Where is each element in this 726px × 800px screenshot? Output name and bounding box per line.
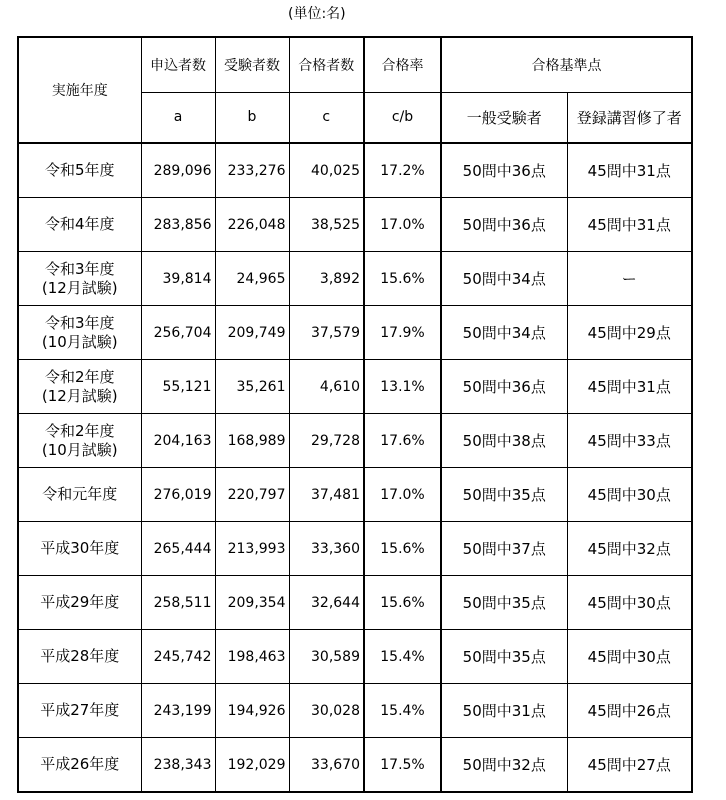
examinees-cell: 198,463 <box>215 630 289 684</box>
applicants-cell: 283,856 <box>141 198 215 252</box>
pass-rate-cell: 15.6% <box>364 576 441 630</box>
applicants-cell: 39,814 <box>141 252 215 306</box>
registered-score-cell: 45問中30点 <box>567 630 692 684</box>
pass-rate-cell: 15.4% <box>364 630 441 684</box>
pass-rate-cell: 17.5% <box>364 738 441 793</box>
general-score-cell: 50問中38点 <box>441 414 567 468</box>
year-line: 平成28年度 <box>40 647 120 665</box>
year-line: 令和元年度 <box>42 485 118 503</box>
general-score-cell: 50問中34点 <box>441 306 567 360</box>
registered-score-cell: 45問中32点 <box>567 522 692 576</box>
general-score-cell: 50問中32点 <box>441 738 567 793</box>
general-score-cell: 50問中36点 <box>441 143 567 198</box>
general-score-cell: 50問中35点 <box>441 576 567 630</box>
year-line: (12月試験) <box>41 278 118 297</box>
examinees-cell: 220,797 <box>215 468 289 522</box>
year-cell <box>18 576 141 630</box>
registered-score-cell: 45問中33点 <box>567 414 692 468</box>
general-score-cell: 50問中37点 <box>441 522 567 576</box>
table-row <box>18 252 692 306</box>
registered-score-cell: 45問中27点 <box>567 738 692 793</box>
header-examinees: 受験者数 <box>215 37 289 92</box>
pass-rate-cell: 13.1% <box>364 360 441 414</box>
applicants-cell: 204,163 <box>141 414 215 468</box>
header-registered: 登録講習修了者 <box>567 92 692 143</box>
year-cell <box>18 414 141 468</box>
table-row <box>18 360 692 414</box>
year-line: 令和5年度 <box>44 161 115 179</box>
pass-rate-cell: 17.2% <box>364 143 441 198</box>
pass-rate-cell: 15.6% <box>364 522 441 576</box>
passers-cell: 33,670 <box>289 738 364 793</box>
examinees-cell: 192,029 <box>215 738 289 793</box>
table-row <box>18 630 692 684</box>
examinees-cell: 24,965 <box>215 252 289 306</box>
table-row <box>18 306 692 360</box>
applicants-cell: 238,343 <box>141 738 215 793</box>
general-score-cell: 50問中36点 <box>441 198 567 252</box>
general-score-cell: 50問中34点 <box>441 252 567 306</box>
general-score-cell: 50問中35点 <box>441 468 567 522</box>
year-line: 令和4年度 <box>44 215 115 233</box>
examinees-cell: 168,989 <box>215 414 289 468</box>
registered-score-cell: 45問中29点 <box>567 306 692 360</box>
year-line: 平成30年度 <box>40 539 120 557</box>
year-cell <box>18 252 141 306</box>
examinees-cell: 209,749 <box>215 306 289 360</box>
year-cell <box>18 522 141 576</box>
year-cell <box>18 198 141 252</box>
examinees-cell: 226,048 <box>215 198 289 252</box>
passers-cell: 4,610 <box>289 360 364 414</box>
header-a: a <box>141 92 215 143</box>
registered-score-cell: ー <box>567 252 692 306</box>
year-line: 令和2年度 <box>44 367 115 386</box>
registered-score-cell: 45問中31点 <box>567 143 692 198</box>
year-line: (12月試験) <box>41 386 118 405</box>
year-line: (10月試験) <box>41 332 118 351</box>
header-pass-rate: 合格率 <box>364 37 441 92</box>
header-general: 一般受験者 <box>441 92 567 143</box>
year-cell <box>18 684 141 738</box>
applicants-cell: 258,511 <box>141 576 215 630</box>
examinees-cell: 233,276 <box>215 143 289 198</box>
general-score-cell: 50問中36点 <box>441 360 567 414</box>
header-b: b <box>215 92 289 143</box>
applicants-cell: 265,444 <box>141 522 215 576</box>
pass-rate-cell: 17.6% <box>364 414 441 468</box>
table-row <box>18 576 692 630</box>
table-body <box>18 143 692 792</box>
passers-cell: 32,644 <box>289 576 364 630</box>
year-cell <box>18 143 141 198</box>
passers-cell: 38,525 <box>289 198 364 252</box>
pass-rate-cell: 17.0% <box>364 468 441 522</box>
passers-cell: 37,579 <box>289 306 364 360</box>
registered-score-cell: 45問中30点 <box>567 576 692 630</box>
passers-cell: 37,481 <box>289 468 364 522</box>
applicants-cell: 289,096 <box>141 143 215 198</box>
passers-cell: 30,589 <box>289 630 364 684</box>
header-c: c <box>289 92 364 143</box>
table-row <box>18 684 692 738</box>
passers-cell: 40,025 <box>289 143 364 198</box>
examinees-cell: 213,993 <box>215 522 289 576</box>
passers-cell: 3,892 <box>289 252 364 306</box>
examinees-cell: 209,354 <box>215 576 289 630</box>
table-row <box>18 414 692 468</box>
year-cell <box>18 468 141 522</box>
applicants-cell: 243,199 <box>141 684 215 738</box>
applicants-cell: 55,121 <box>141 360 215 414</box>
year-cell <box>18 738 141 793</box>
table-row <box>18 143 692 198</box>
header-passers: 合格者数 <box>289 37 364 92</box>
year-cell <box>18 360 141 414</box>
registered-score-cell: 45問中26点 <box>567 684 692 738</box>
examinees-cell: 35,261 <box>215 360 289 414</box>
year-line: 平成26年度 <box>40 755 120 773</box>
applicants-cell: 256,704 <box>141 306 215 360</box>
exam-results-table <box>17 36 693 793</box>
table-row <box>18 198 692 252</box>
examinees-cell: 194,926 <box>215 684 289 738</box>
pass-rate-cell: 17.0% <box>364 198 441 252</box>
year-cell <box>18 630 141 684</box>
table-row <box>18 522 692 576</box>
header-pass-standard: 合格基準点 <box>441 37 692 92</box>
year-cell <box>18 306 141 360</box>
pass-rate-cell: 17.9% <box>364 306 441 360</box>
passers-cell: 29,728 <box>289 414 364 468</box>
header-applicants: 申込者数 <box>141 37 215 92</box>
year-line: 令和3年度 <box>44 259 115 278</box>
year-line: 令和3年度 <box>44 313 115 332</box>
year-line: (10月試験) <box>41 440 118 459</box>
unit-label: (単位:名) <box>288 6 346 22</box>
year-line: 平成27年度 <box>40 701 120 719</box>
registered-score-cell: 45問中30点 <box>567 468 692 522</box>
pass-rate-cell: 15.6% <box>364 252 441 306</box>
passers-cell: 30,028 <box>289 684 364 738</box>
header-year: 実施年度 <box>18 37 141 143</box>
table-row <box>18 468 692 522</box>
year-line: 平成29年度 <box>40 593 120 611</box>
registered-score-cell: 45問中31点 <box>567 360 692 414</box>
pass-rate-cell: 15.4% <box>364 684 441 738</box>
table-row <box>18 738 692 793</box>
applicants-cell: 276,019 <box>141 468 215 522</box>
year-line: 令和2年度 <box>44 421 115 440</box>
applicants-cell: 245,742 <box>141 630 215 684</box>
passers-cell: 33,360 <box>289 522 364 576</box>
header-cb: c/b <box>364 92 441 143</box>
registered-score-cell: 45問中31点 <box>567 198 692 252</box>
general-score-cell: 50問中35点 <box>441 630 567 684</box>
general-score-cell: 50問中31点 <box>441 684 567 738</box>
